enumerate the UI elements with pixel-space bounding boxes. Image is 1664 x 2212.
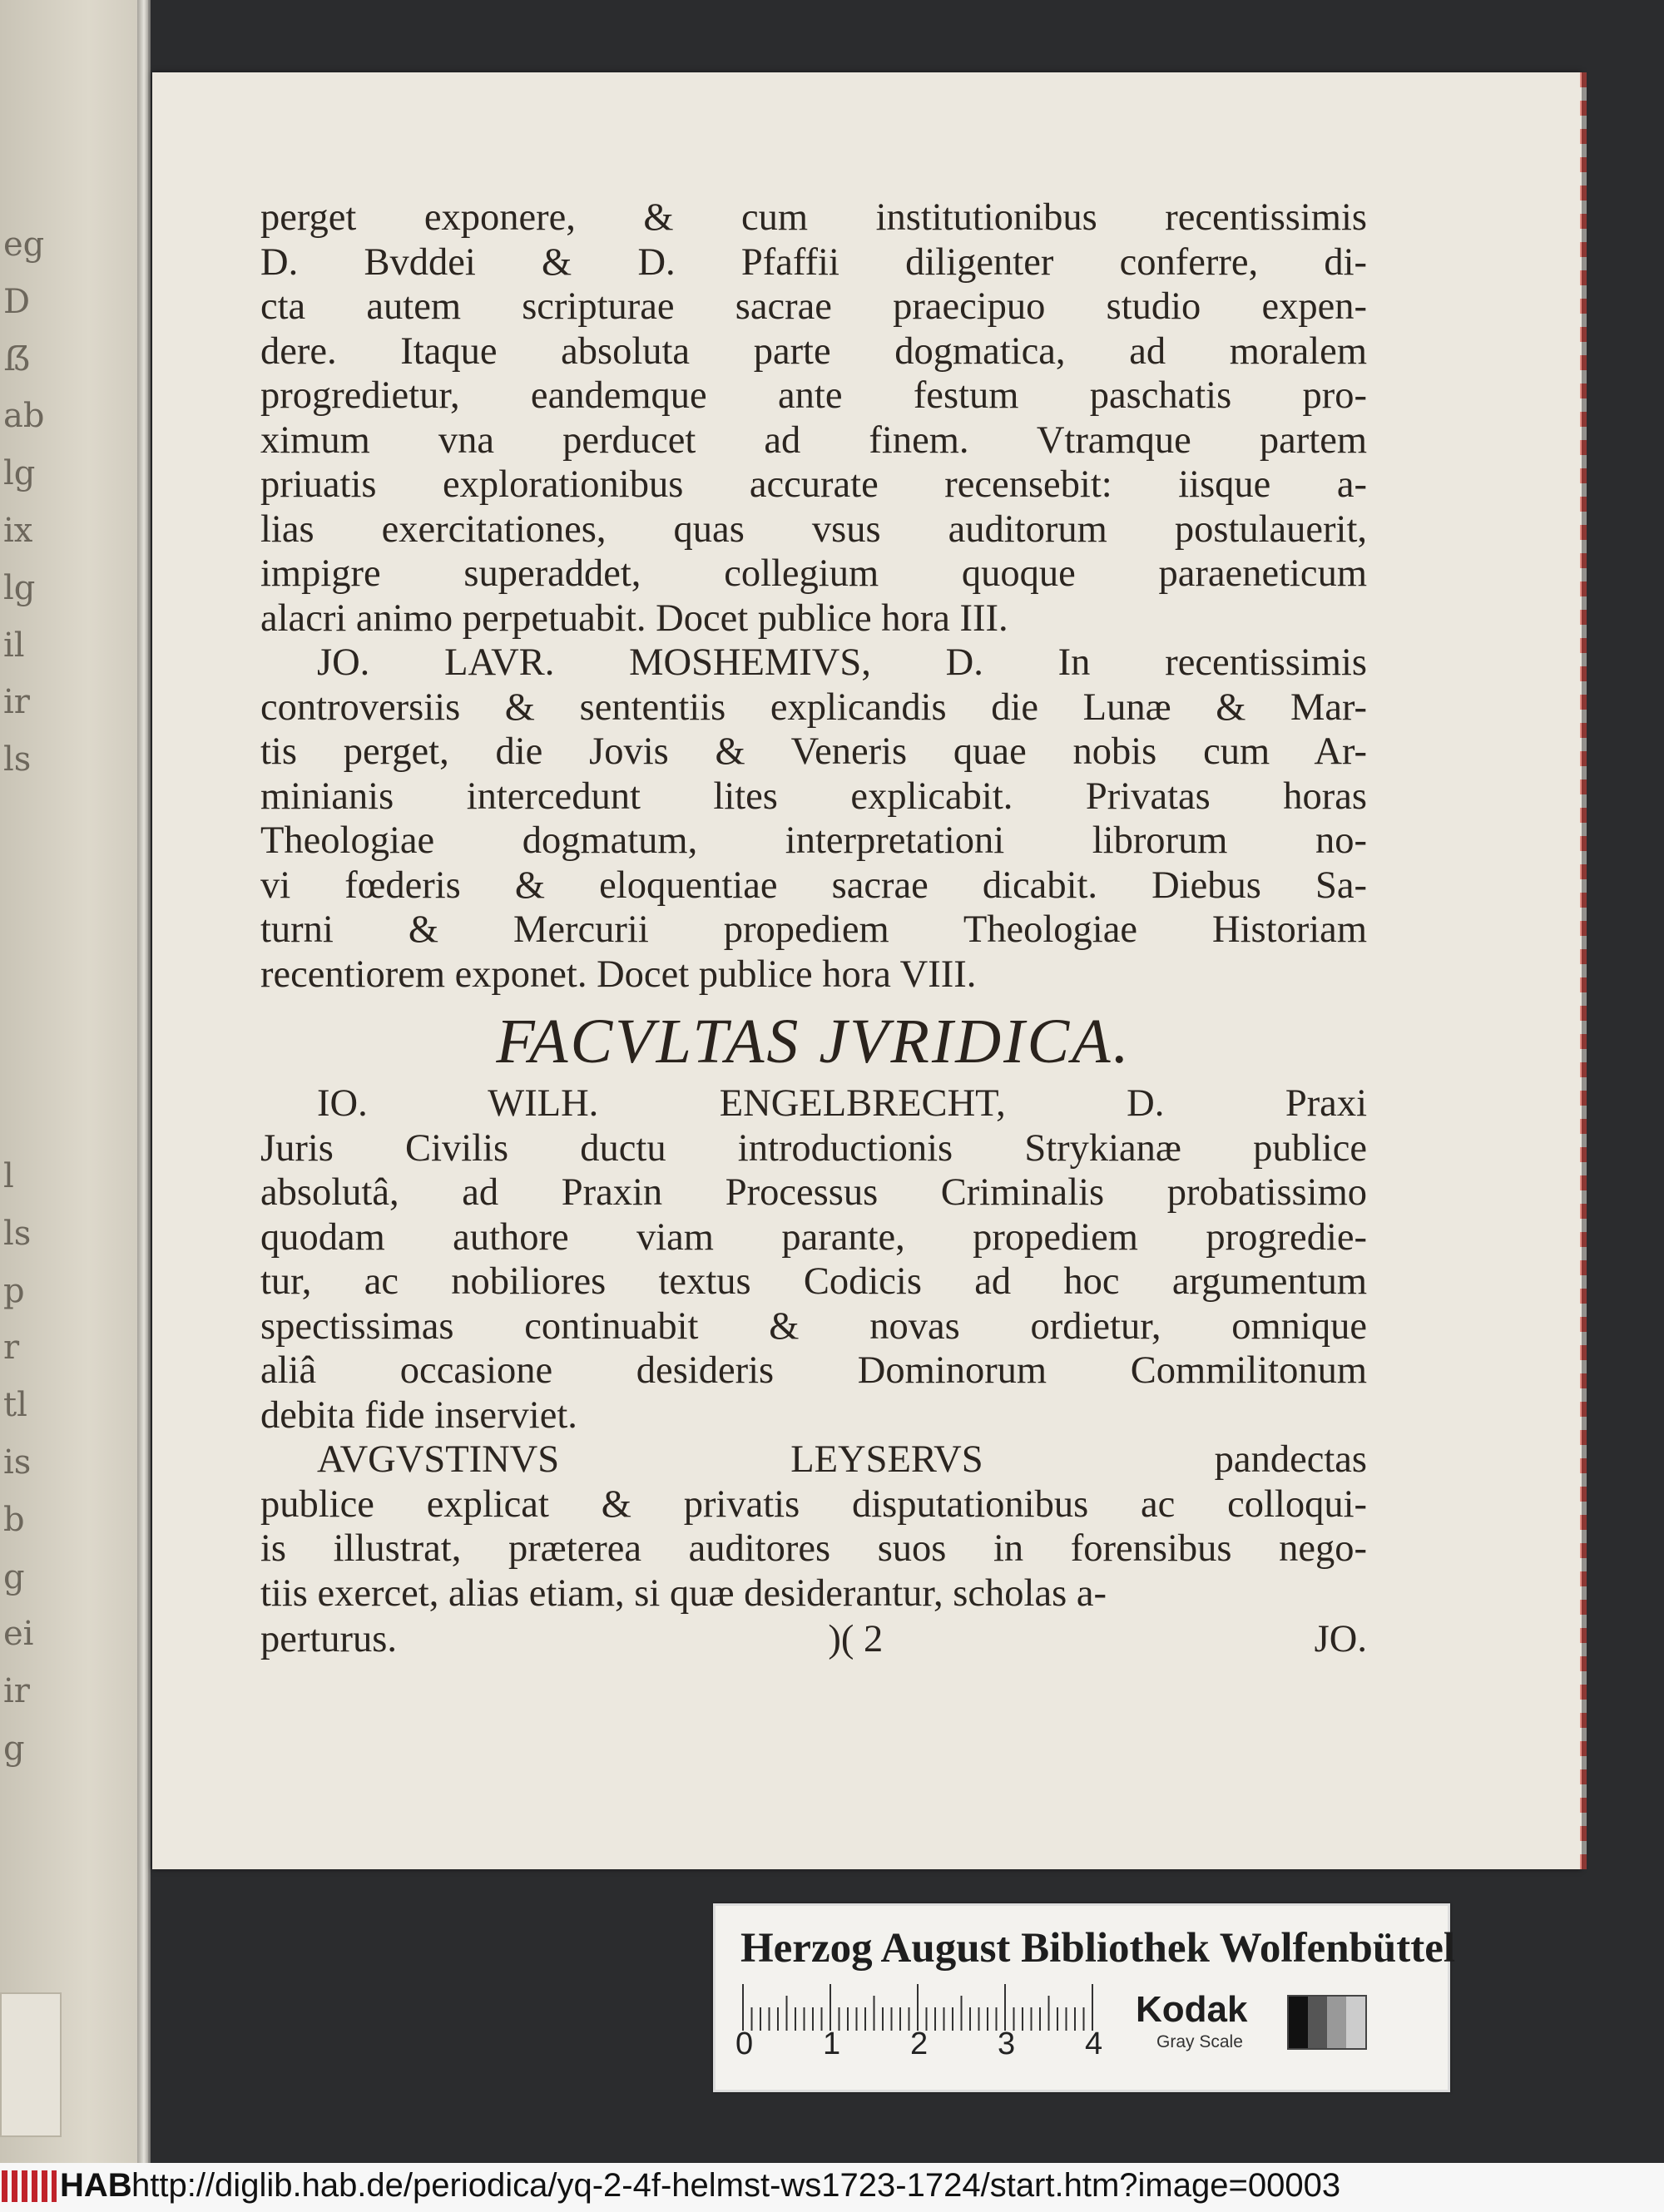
text-line: alacri animo perpetuabit. Docet publice hora III. [260, 596, 1008, 640]
text-line: recentiorem exponet. Docet publice hora VIII. [260, 953, 977, 996]
text-line: debita fide inserviet. [260, 1393, 577, 1437]
text-line: publice explicat & privatis disputationibus ac colloqui- [260, 1482, 1367, 1526]
adjacent-page-fragment-text: tl [3, 1386, 27, 1425]
catchword-right: JO. [1314, 1618, 1367, 1660]
adjacent-page-fragment-text: lg [3, 454, 36, 493]
catchword-left: perturus. [260, 1618, 397, 1660]
hab-logo-text: HAB [60, 2167, 132, 2204]
adjacent-page-fragment-text: ei [3, 1615, 34, 1654]
paragraph-theology-continued [260, 195, 1367, 641]
text-line: JO. LAVR. MOSHEMIVS, D. In recentissimis [317, 641, 1367, 684]
text-line: is illustrat, præterea auditores suos in forensibus nego- [260, 1527, 1367, 1570]
text-line: D. Bvddei & D. Pfaffii diligenter conferre, di- [260, 240, 1367, 284]
paragraph-mosheim [260, 641, 1367, 997]
glass-plate-edge [137, 0, 151, 2163]
gray-scale-patch [1287, 1995, 1367, 2050]
adjacent-page-fragment-text: ir [3, 683, 30, 722]
scanned-page [152, 72, 1582, 1869]
gray-scale-label: Gray Scale [1156, 2032, 1243, 2051]
adjacent-page-fragment-text: ẞ [3, 339, 32, 379]
adjacent-page-fragment-text: ls [3, 740, 32, 779]
adjacent-page-text-top [3, 216, 45, 789]
adjacent-page-fragment [0, 0, 148, 2163]
text-line: tis perget, die Jovis & Veneris quae nobis cum Ar- [260, 730, 1367, 773]
adjacent-page-fragment-text: eg [3, 225, 45, 264]
page-url[interactable]: http://diglib.hab.de/periodica/yq-2-4f-helmst-ws1723-1724/start.htm?image=00003 [131, 2167, 1341, 2204]
paragraph-engelbrecht [260, 1081, 1367, 1438]
adjacent-page-fragment-text: ix [3, 511, 33, 550]
text-line: minianis intercedunt lites explicabit. Privatas horas [260, 774, 1367, 818]
text-line: aliâ occasione desideris Dominorum Commilitonum [260, 1349, 1367, 1392]
page-text [260, 195, 1367, 1662]
adjacent-page-text-bottom [3, 1148, 37, 1778]
text-line: absolutâ, ad Praxin Processus Criminalis probatissimo [260, 1171, 1367, 1214]
adjacent-page-fragment-text: g [3, 1729, 25, 1768]
text-line: turni & Mercurii propediem Theologiae Historiam [260, 908, 1367, 951]
ruler-number: 0 [735, 2026, 754, 2061]
adjacent-page-fragment-text: b [3, 1500, 25, 1539]
adjacent-page-fragment-text: r [3, 1329, 20, 1368]
text-line: impigre superaddet, collegium quoque paraeneticum [260, 552, 1367, 595]
kodak-logo: Kodak [1136, 1989, 1248, 2030]
adjacent-page-fragment-text: il [3, 626, 25, 665]
adjacent-page-fragment-text: lg [3, 568, 36, 607]
url-bar [0, 2163, 1664, 2212]
ruler-number: 4 [1085, 2026, 1103, 2061]
text-line: tiis exercet, alias etiam, si quæ desiderantur, scholas a- [260, 1571, 1107, 1615]
adjacent-page-fragment-text: l [3, 1157, 14, 1195]
library-name: Herzog August Bibliothek Wolfenbüttel [740, 1925, 1456, 1972]
section-heading: FACVLTAS JVRIDICA. [496, 1007, 1132, 1076]
text-line: perget exponere, & cum institutionibus recentissimis [260, 196, 1367, 239]
text-line: controversiis & sententiis explicandis die Lunæ & Mar- [260, 685, 1367, 729]
ruler-number: 2 [910, 2026, 929, 2061]
page-footer [260, 1617, 1367, 1662]
text-line: lias exercitationes, quas vsus auditorum postulauerit, [260, 507, 1367, 551]
text-line: Theologiae dogmatum, interpretationi librorum no- [260, 819, 1367, 862]
text-line: cta autem scripturae sacrae praecipuo studio expen- [260, 285, 1367, 328]
red-page-edge [1580, 72, 1587, 1869]
adjacent-page-fragment-text: ir [3, 1672, 30, 1711]
shelf-label [0, 1992, 62, 2137]
text-line: dere. Itaque absoluta parte dogmatica, ad moralem [260, 329, 1367, 373]
ruler-number: 1 [823, 2026, 841, 2061]
text-line: spectissimas continuabit & novas ordietur, omnique [260, 1304, 1367, 1348]
adjacent-page-fragment-text: p [3, 1271, 25, 1310]
adjacent-page-fragment-text: ls [3, 1214, 32, 1253]
text-line: AVGVSTINVS LEYSERVS pandectas [317, 1438, 1367, 1481]
text-line: progredietur, eandemque ante festum paschatis pro- [260, 374, 1367, 417]
text-line: quodam authore viam parante, propediem progredie- [260, 1215, 1367, 1259]
library-color-card [713, 1903, 1456, 2092]
text-line: vi fœderis & eloquentiae sacrae dicabit. Diebus Sa- [260, 864, 1367, 907]
text-line: tur, ac nobiliores textus Codicis ad hoc argumentum [260, 1260, 1367, 1303]
text-line: IO. WILH. ENGELBRECHT, D. Praxi [317, 1082, 1367, 1125]
ruler-number: 3 [998, 2026, 1016, 2061]
ruler-scale [739, 1982, 1113, 2031]
adjacent-page-fragment-text: ab [3, 397, 45, 436]
text-line: Juris Civilis ductu introductionis Strykianæ publice [260, 1126, 1367, 1170]
hab-logo-icon [2, 2170, 57, 2202]
adjacent-page-fragment-text: D [3, 282, 31, 321]
adjacent-page-fragment-text: is [3, 1443, 32, 1482]
text-line: ximum vna perducet ad finem. Vtramque partem [260, 418, 1367, 462]
signature-mark: )( 2 [828, 1618, 884, 1660]
text-line: priuatis explorationibus accurate recensebit: iisque a- [260, 463, 1367, 506]
paragraph-leyser [260, 1438, 1367, 1616]
adjacent-page-fragment-text: g [3, 1557, 25, 1596]
